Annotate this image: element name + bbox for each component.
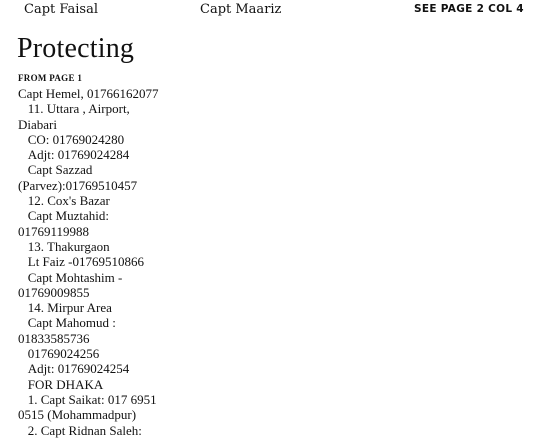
column-line: Capt Hemel, 01766162077	[18, 86, 159, 101]
see-page-reference: SEE PAGE 2 COL 4	[414, 3, 524, 15]
column-line: 14. Mirpur Area	[18, 300, 112, 316]
column-line: 1. Capt Saikat: 017 6951	[18, 391, 157, 407]
column-line: FOR DHAKA	[18, 376, 104, 392]
article-column	[18, 86, 183, 438]
column-line: 12. Cox's Bazar	[18, 193, 110, 209]
column-line: Diabari	[18, 116, 57, 132]
column-line: 01769024256	[18, 346, 100, 362]
column-line: 01769119988	[18, 223, 90, 239]
article-headline: Protecting	[17, 33, 135, 64]
column-line: 01833585736	[18, 330, 90, 346]
column-line: 11. Uttara , Airport,	[18, 101, 130, 117]
column-line: Capt Mahomud :	[18, 315, 116, 331]
column-line: Capt Sazzad	[18, 162, 93, 178]
from-page-label: FROM PAGE 1	[18, 73, 83, 83]
column-line: 0515 (Mohammadpur)	[18, 407, 137, 423]
column-line: Lt Faiz -01769510866	[18, 254, 145, 270]
column-line: 13. Thakurgaon	[18, 238, 110, 254]
column-line: (Parvez):01769510457	[18, 177, 138, 193]
column-line: 01769009855	[18, 284, 90, 300]
column-line: CO: 01769024280	[18, 131, 125, 147]
column-line: Adjt: 01769024284	[18, 147, 130, 163]
column-line: 2. Capt Ridnan Saleh:	[18, 422, 142, 438]
column-line: Capt Muztahid:	[18, 208, 109, 224]
top-caption-middle: Capt Maariz	[200, 2, 282, 17]
column-line: Adjt: 01769024254	[18, 361, 130, 377]
column-line: Capt Mohtashim -	[18, 269, 123, 285]
top-caption-left: Capt Faisal	[24, 2, 99, 17]
